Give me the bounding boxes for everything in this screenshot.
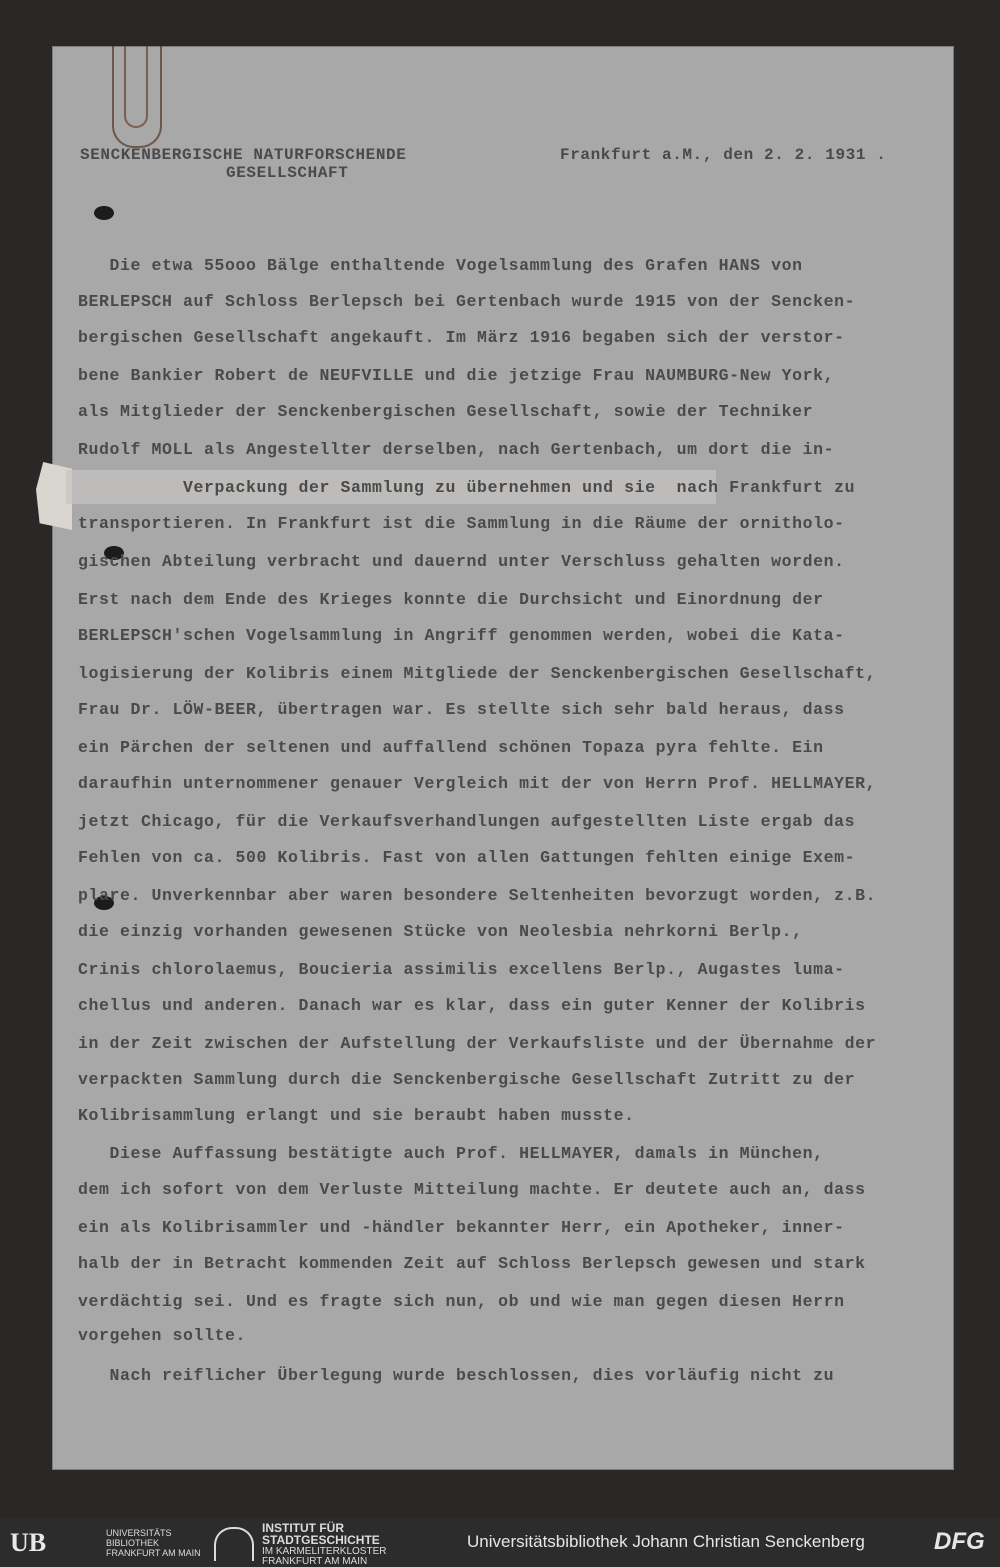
body-line: logisierung der Kolibris einem Mitgliede der Senckenbergischen Gesellschaft, [78,664,877,683]
institute-name: INSTITUT FÜR STADTGESCHICHTE [262,1521,380,1547]
body-line: dem ich sofort von dem Verluste Mitteilung machte. Er deutete auch an, dass [78,1180,866,1199]
body-line: BERLEPSCH auf Schloss Berlepsch bei Gertenbach wurde 1915 von der Sencken- [78,292,856,311]
sender-line-1: SENCKENBERGISCHE NATURFORSCHENDE [80,146,407,164]
body-line: verpackten Sammlung durch die Senckenbergische Gesellschaft Zutritt zu der [78,1070,856,1089]
body-line: gischen Abteilung verbracht und dauernd unter Verschluss gehalten worden. [78,552,845,571]
body-line: als Mitglieder der Senckenbergischen Gesellschaft, sowie der Techniker [78,402,814,421]
institute-location: IM KARMELITERKLOSTER FRANKFURT AM MAIN [262,1546,387,1567]
ub-logo-text: UNIVERSITÄTS BIBLIOTHEK FRANKFURT AM MAIN [106,1528,201,1558]
institute-logo-text [262,1523,386,1567]
body-line: die einzig vorhanden gewesenen Stücke von Neolesbia nehrkorni Berlp., [78,922,803,941]
ub-logo [10,1527,200,1559]
dfg-logo: DFG [934,1528,985,1555]
body-line: Die etwa 55ooo Bälge enthaltende Vogelsammlung des Grafen HANS von [78,256,803,275]
body-line: Verpackung der Sammlung zu übernehmen und sie nach Frankfurt zu [78,478,856,497]
punch-hole [94,206,114,220]
place-date: Frankfurt a.M., den 2. 2. 1931 . [560,146,887,164]
sender-line-2: GESELLSCHAFT [226,164,349,182]
body-line: plare. Unverkennbar aber waren besondere Seltenheiten bevorzugt worden, z.B. [78,886,877,905]
body-line: Kolibrisammlung erlangt und sie beraubt haben musste. [78,1106,635,1125]
body-line: Nach reiflicher Überlegung wurde beschlossen, dies vorläufig nicht zu [78,1366,835,1385]
body-line: vorgehen sollte. [78,1326,247,1345]
body-line: bergischen Gesellschaft angekauft. Im März 1916 begaben sich der verstor- [78,328,845,347]
body-line: ein als Kolibrisammler und -händler bekannter Herr, ein Apotheker, inner- [78,1218,845,1237]
body-line: Erst nach dem Ende des Krieges konnte die Durchsicht und Einordnung der [78,590,824,609]
ub-logo-mark: UB [10,1528,47,1557]
paper-clip-mark [112,46,162,148]
institute-logo-icon [214,1527,254,1561]
body-line: Diese Auffassung bestätigte auch Prof. HELLMAYER, damals in München, [78,1144,824,1163]
body-line: chellus und anderen. Danach war es klar, dass ein guter Kenner der Kolibris [78,996,866,1015]
body-line: bene Bankier Robert de NEUFVILLE und die jetzige Frau NAUMBURG-New York, [78,366,835,385]
body-line: in der Zeit zwischen der Aufstellung der Verkaufsliste und der Übernahme der [78,1034,877,1053]
body-line: halb der in Betracht kommenden Zeit auf Schloss Berlepsch gewesen und stark [78,1254,866,1273]
footer-bar [0,1517,1000,1567]
body-line: Rudolf MOLL als Angestellter derselben, nach Gertenbach, um dort die in- [78,440,835,459]
body-line: jetzt Chicago, für die Verkaufsverhandlungen aufgestellten Liste ergab das [78,812,856,831]
body-line: daraufhin unternommener genauer Vergleich mit der von Herrn Prof. HELLMAYER, [78,774,877,793]
body-line: ein Pärchen der seltenen und auffallend schönen Topaza pyra fehlte. Ein [78,738,824,757]
body-line: transportieren. In Frankfurt ist die Sammlung in die Räume der ornitholo- [78,514,845,533]
body-line: Crinis chlorolaemus, Boucieria assimilis excellens Berlp., Augastes luma- [78,960,845,979]
body-line: verdächtig sei. Und es fragte sich nun, ob und wie man gegen diesen Herrn [78,1292,845,1311]
body-line: Fehlen von ca. 500 Kolibris. Fast von allen Gattungen fehlten einige Exem- [78,848,856,867]
body-line: Frau Dr. LÖW-BEER, übertragen war. Es stellte sich sehr bald heraus, dass [78,700,845,719]
footer-title: Universitätsbibliothek Johann Christian Senckenberg [467,1532,865,1551]
body-line: BERLEPSCH'schen Vogelsammlung in Angriff genommen werden, wobei die Kata- [78,626,845,645]
